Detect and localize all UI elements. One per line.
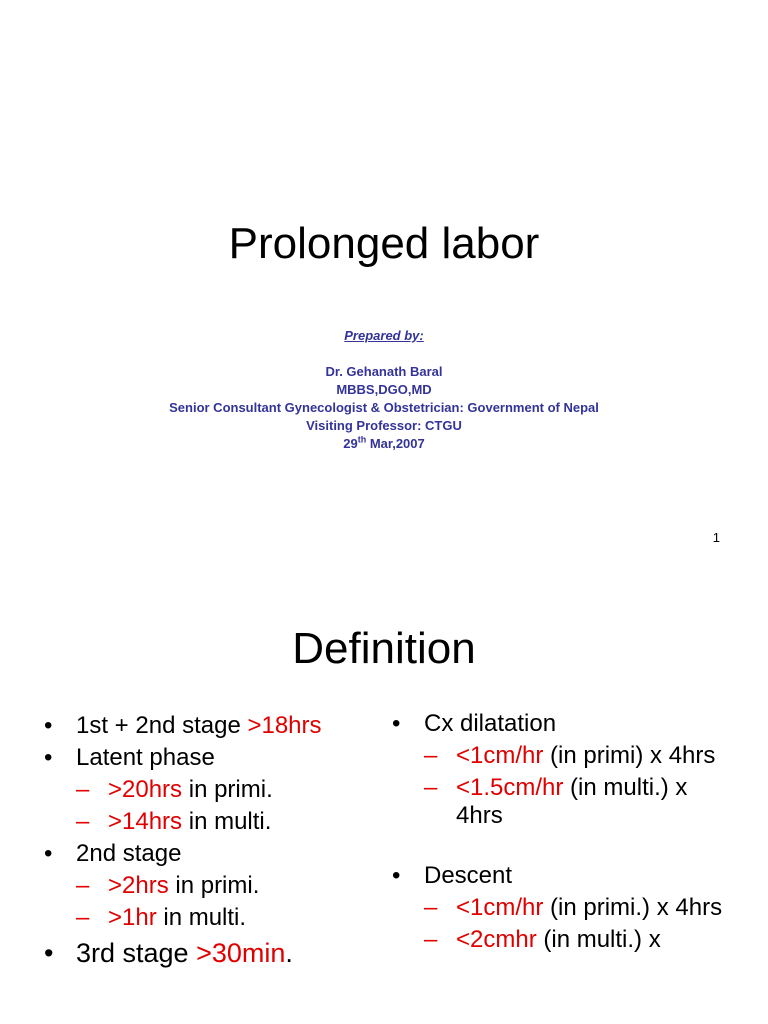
bullet-descent: • Descent [392,862,513,889]
author-degrees: MBBS,DGO,MD [336,382,432,397]
author-position: Senior Consultant Gynecologist & Obstetrician: Government of Nepal [169,400,599,415]
prepared-by-label: Prepared by: [344,328,424,343]
bullet-cx-dilatation: • Cx dilatation [392,710,557,737]
author-name: Dr. Gehanath Baral [325,364,443,379]
author-credits [0,327,768,453]
bullet-latent-phase: • Latent phase [44,744,215,771]
left-column [44,708,344,970]
page-number: 1 [712,530,720,545]
sub-bullet-dilatation-primi: – <1cm/hr (in primi) x 4hrs [424,742,716,769]
sub-bullet-second-multi: – >1hr in multi. [76,904,247,931]
bullet-stage-total: • 1st + 2nd stage >18hrs [44,712,322,739]
right-column [392,706,732,954]
sub-bullet-descent-primi: – <1cm/hr (in primi.) x 4hrs [424,894,723,921]
sub-bullet-descent-multi: – <2cmhr (in multi.) x [424,926,661,953]
sub-bullet-second-primi: – >2hrs in primi. [76,872,260,899]
definition-slide [0,576,768,1024]
slide-title: Prolonged labor [228,219,540,268]
sub-bullet-dilatation-multi: – <1.5cm/hr (in multi.) x 4hrs [424,774,688,829]
sub-bullet-latent-primi: – >20hrs in primi. [76,776,273,803]
sub-bullet-latent-multi: – >14hrs in multi. [76,808,272,835]
slide-title: Definition [292,624,476,673]
bullet-third-stage: • 3rd stage >30min. [44,938,293,968]
author-visiting: Visiting Professor: CTGU [306,418,462,433]
bullet-second-stage: • 2nd stage [44,840,182,867]
presentation-date: 29th Mar,2007 [343,434,425,451]
